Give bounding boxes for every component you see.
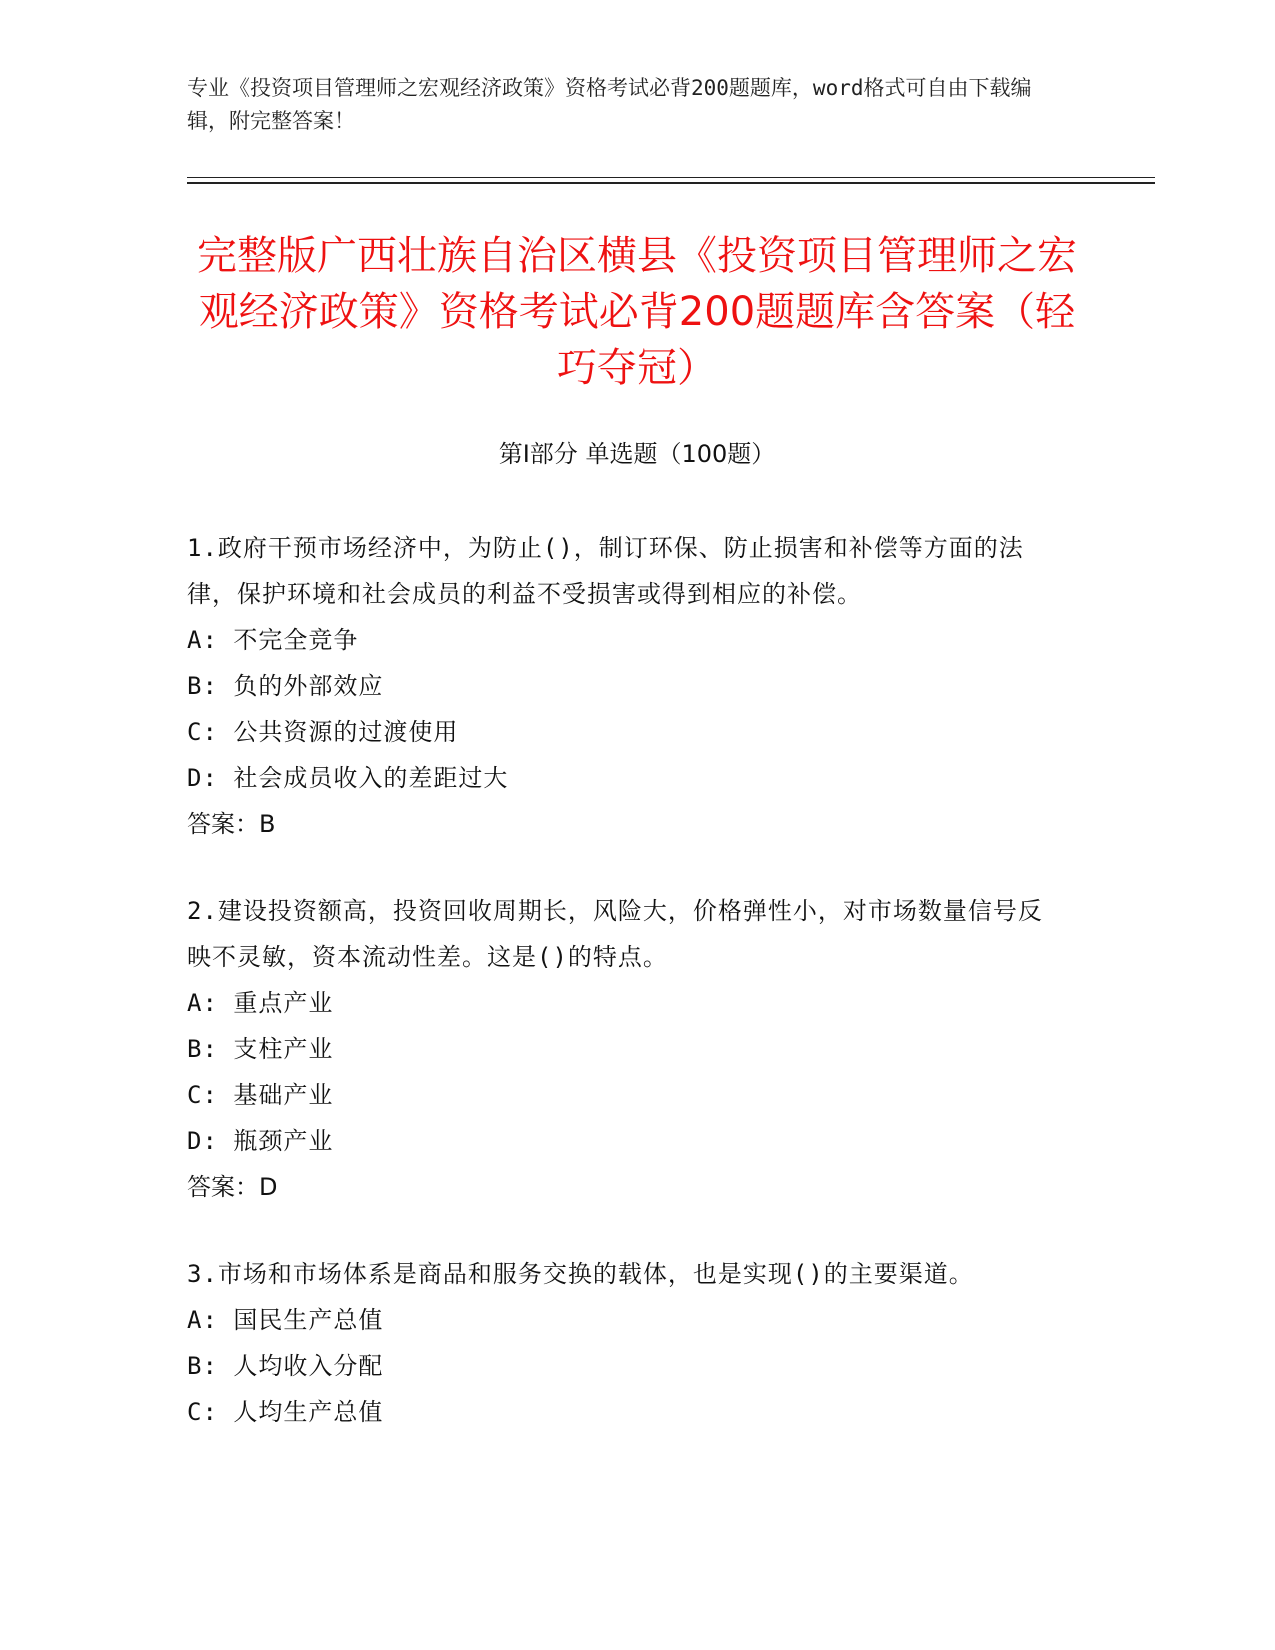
option-a: A: 国民生产总值 — [187, 1306, 384, 1334]
question-stem: 3.市场和市场体系是商品和服务交换的载体，也是实现()的主要渠道。 — [187, 1260, 974, 1288]
question-block — [187, 525, 1057, 847]
option-d: D: 社会成员收入的差距过大 — [187, 764, 509, 792]
header-divider — [187, 177, 1155, 178]
option-d: D: 瓶颈产业 — [187, 1127, 334, 1155]
option-c: C: 人均生产总值 — [187, 1398, 384, 1426]
question-stem: 2.建设投资额高，投资回收周期长，风险大，价格弹性小，对市场数量信号反映不灵敏，资本流动性差。这是()的特点。 — [187, 897, 1043, 971]
answer-line: 答案：D — [187, 1173, 278, 1201]
document-title: 完整版广西壮族自治区横县《投资项目管理师之宏观经济政策》资格考试必背200题题库含答案（轻巧夺冠） — [197, 233, 1077, 391]
option-a: A: 不完全竞争 — [187, 626, 359, 654]
answer-line: 答案：B — [187, 810, 276, 838]
question-block — [187, 1251, 1057, 1435]
question-stem: 1.政府干预市场经济中，为防止()，制订环保、防止损害和补偿等方面的法律，保护环境和社会成员的利益不受损害或得到相应的补偿。 — [187, 534, 1024, 608]
option-b: B: 支柱产业 — [187, 1035, 334, 1063]
header-note: 专业《投资项目管理师之宏观经济政策》资格考试必背200题题库，word格式可自由下载编辑，附完整答案！ — [187, 76, 1032, 133]
header-divider-thick — [187, 182, 1155, 184]
option-a: A: 重点产业 — [187, 989, 334, 1017]
section-heading: 第I部分 单选题（100题） — [498, 440, 776, 468]
option-b: B: 人均收入分配 — [187, 1352, 384, 1380]
option-b: B: 负的外部效应 — [187, 672, 384, 700]
option-c: C: 基础产业 — [187, 1081, 334, 1109]
option-c: C: 公共资源的过渡使用 — [187, 718, 459, 746]
question-block — [187, 888, 1057, 1210]
